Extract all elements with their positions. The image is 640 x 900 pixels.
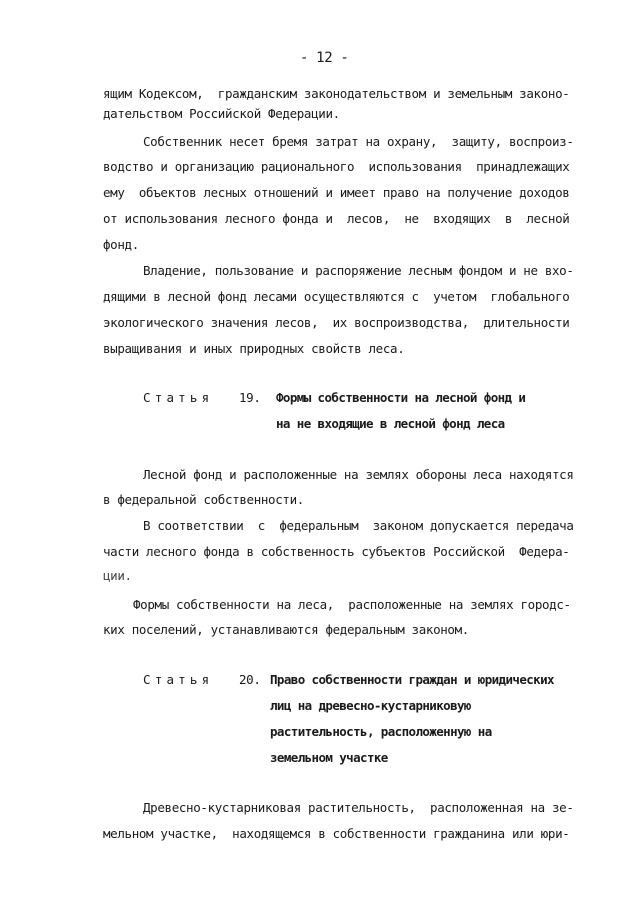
text-line: В соответствии с федеральным законом допускается передача <box>143 518 574 533</box>
article-title-line: Формы собственности на лесной фонд и <box>276 390 526 405</box>
article-title-line: Право собственности граждан и юридических <box>270 672 554 687</box>
text-line: Лесной фонд и расположенные на землях обороны леса находятся <box>143 467 574 482</box>
text-line: Владение, пользование и распоряжение лесным фондом и не вхо- <box>143 263 574 278</box>
text-line: от использования лесного фонда и лесов, не входящих в лесной <box>103 211 570 226</box>
text-line: ему объектов лесных отношений и имеет право на получение доходов <box>103 185 570 200</box>
article-title-line: растительность, расположенную на <box>270 724 492 739</box>
page-number: - 12 - <box>300 50 349 66</box>
text-line: дательством Российской Федерации. <box>103 106 340 121</box>
article-title-line: земельном участке <box>270 750 388 765</box>
text-line: водство и организацию рационального использования принадлежащих <box>103 159 570 174</box>
article-title-line: лиц на древесно-кустарниковую <box>270 698 471 713</box>
text-line: Формы собственности на леса, расположенные на землях городс- <box>133 597 571 612</box>
text-line: дящими в лесной фонд лесами осуществляются с учетом глобального <box>103 289 570 304</box>
article-label: Статья <box>143 390 214 405</box>
text-line: мельном участке, находящемся в собственности гражданина или юри- <box>103 826 570 841</box>
text-line: ящим Кодексом, гражданским законодательством и земельным законо- <box>103 86 570 101</box>
text-line: экологического значения лесов, их воспроизводства, длительности <box>103 315 570 330</box>
text-line: выращивания и иных природных свойств леса. <box>103 341 405 356</box>
text-line: фонд. <box>103 237 139 252</box>
text-line: Собственник несет бремя затрат на охрану, защиту, воспроиз- <box>143 134 574 149</box>
text-line: ции. <box>103 568 132 583</box>
article-number: 20. <box>239 672 261 687</box>
text-line: Древесно-кустарниковая растительность, расположенная на зе- <box>143 800 574 815</box>
article-number: 19. <box>239 390 261 405</box>
text-line: ких поселений, устанавливаются федеральным законом. <box>103 622 469 637</box>
text-line: части лесного фонда в собственность субъектов Российской Федера- <box>103 544 570 559</box>
article-label: Статья <box>143 672 214 687</box>
text-line: в федеральной собственности. <box>103 492 304 507</box>
article-title-line: на не входящие в лесной фонд леса <box>276 416 505 431</box>
